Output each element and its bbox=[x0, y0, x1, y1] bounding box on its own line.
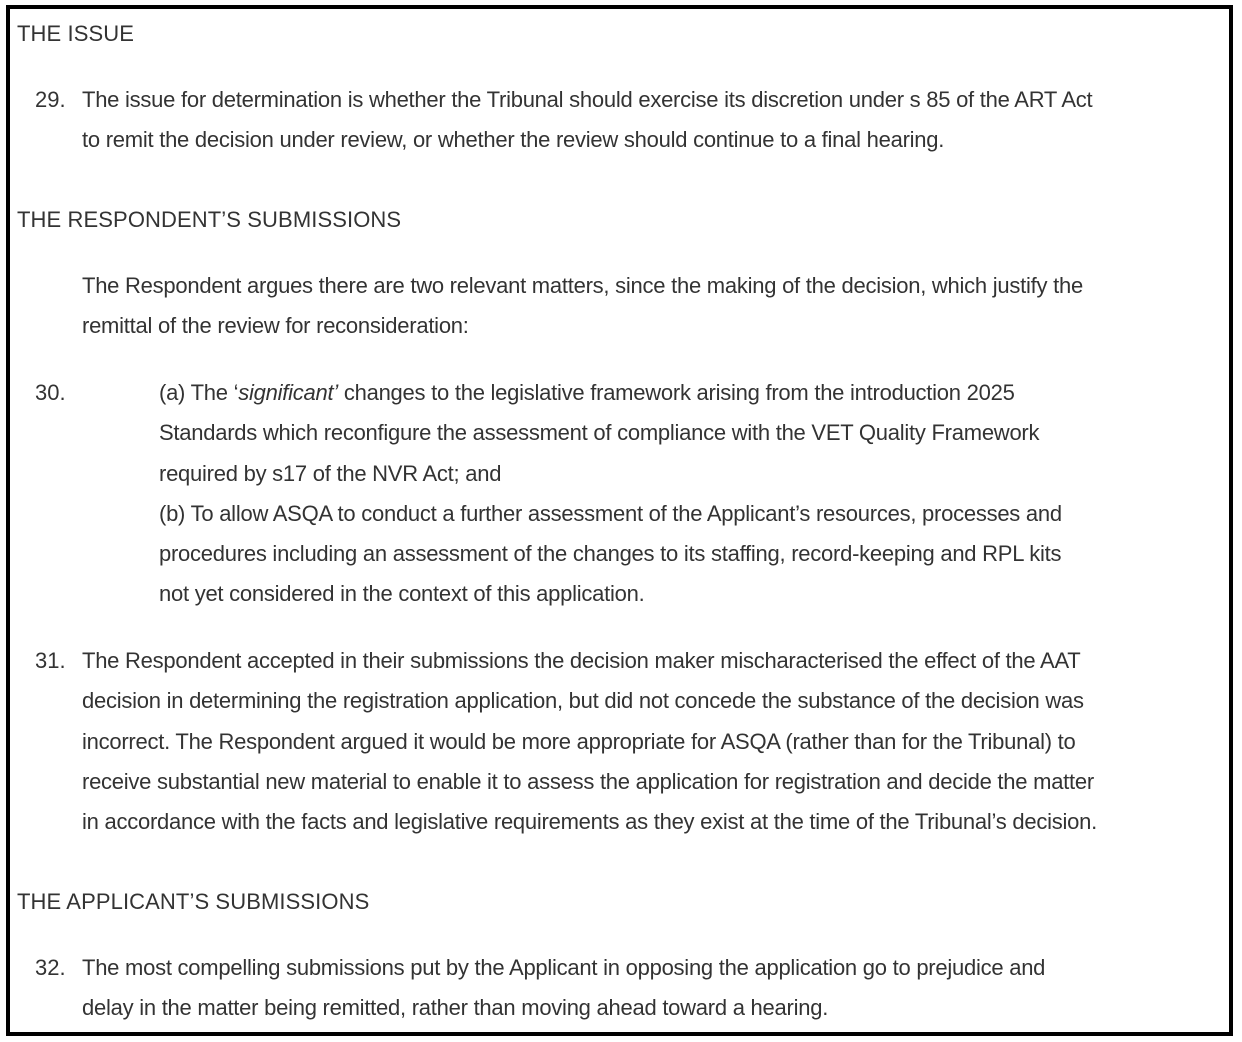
paragraph-31-line-3: incorrect. The Respondent argued it would be more appropriate for ASQA (rather than for the Tribunal) to bbox=[82, 728, 1076, 754]
item-b-line-3: not yet considered in the context of this application. bbox=[159, 581, 645, 607]
item-a-line-3: required by s17 of the NVR Act; and bbox=[159, 460, 502, 486]
heading-respondents-submissions: THE RESPONDENT’S SUBMISSIONS bbox=[17, 207, 402, 232]
paragraph-31 bbox=[82, 641, 1097, 842]
item-a-line-2: Standards which reconfigure the assessment of compliance with the VET Quality Framework bbox=[159, 420, 1040, 446]
item-a-prefix: (a) The ‘ bbox=[159, 380, 239, 405]
heading-the-issue: THE ISSUE bbox=[17, 21, 135, 46]
item-a-emphasis: significant’ bbox=[238, 380, 338, 405]
paragraph-32-line-2: delay in the matter being remitted, rather than moving ahead toward a hearing. bbox=[82, 995, 829, 1021]
paragraph-29-line-1: The issue for determination is whether the Tribunal should exercise its discretion under s 85 of the ART Act bbox=[82, 87, 1093, 112]
paragraph-number-31: 31. bbox=[35, 648, 66, 673]
paragraph-number-32: 32. bbox=[35, 955, 66, 980]
respondent-intro bbox=[82, 266, 1083, 347]
item-a-line-1 bbox=[159, 373, 1062, 413]
paragraph-31-line-5: in accordance with the facts and legislative requirements as they exist at the time of the Tribunal’s decision. bbox=[82, 809, 1097, 835]
paragraph-31-line-1: The Respondent accepted in their submissions the decision maker mischaracterised the effect of the AAT bbox=[82, 648, 1081, 673]
paragraph-31-line-4: receive substantial new material to enable it to assess the application for registration and decide the matter bbox=[82, 768, 1094, 794]
respondent-intro-line-2: remittal of the review for reconsideration: bbox=[82, 313, 469, 339]
heading-applicants-submissions: THE APPLICANT’S SUBMISSIONS bbox=[17, 889, 370, 914]
paragraph-30 bbox=[159, 373, 1062, 615]
paragraph-number-30: 30. bbox=[35, 380, 66, 405]
paragraph-29-line-2: to remit the decision under review, or whether the review should continue to a final hearing. bbox=[82, 127, 945, 153]
paragraph-29 bbox=[82, 80, 1092, 161]
item-a-rest: changes to the legislative framework arising from the introduction 2025 bbox=[337, 380, 1015, 405]
item-b-line-2: procedures including an assessment of the changes to its staffing, record-keeping and RPL kits bbox=[159, 541, 1062, 567]
paragraph-31-line-2: decision in determining the registration application, but did not concede the substance of the decision was bbox=[82, 688, 1084, 714]
paragraph-32 bbox=[82, 948, 1045, 1029]
respondent-intro-line-1: The Respondent argues there are two relevant matters, since the making of the decision, which justify the bbox=[82, 273, 1083, 298]
item-b-line-1: (b) To allow ASQA to conduct a further assessment of the Applicant’s resources, processes and bbox=[159, 500, 1062, 526]
document-frame bbox=[6, 5, 1233, 1036]
paragraph-32-line-1: The most compelling submissions put by the Applicant in opposing the application go to prejudice and bbox=[82, 955, 1046, 980]
paragraph-number-29: 29. bbox=[35, 87, 66, 112]
